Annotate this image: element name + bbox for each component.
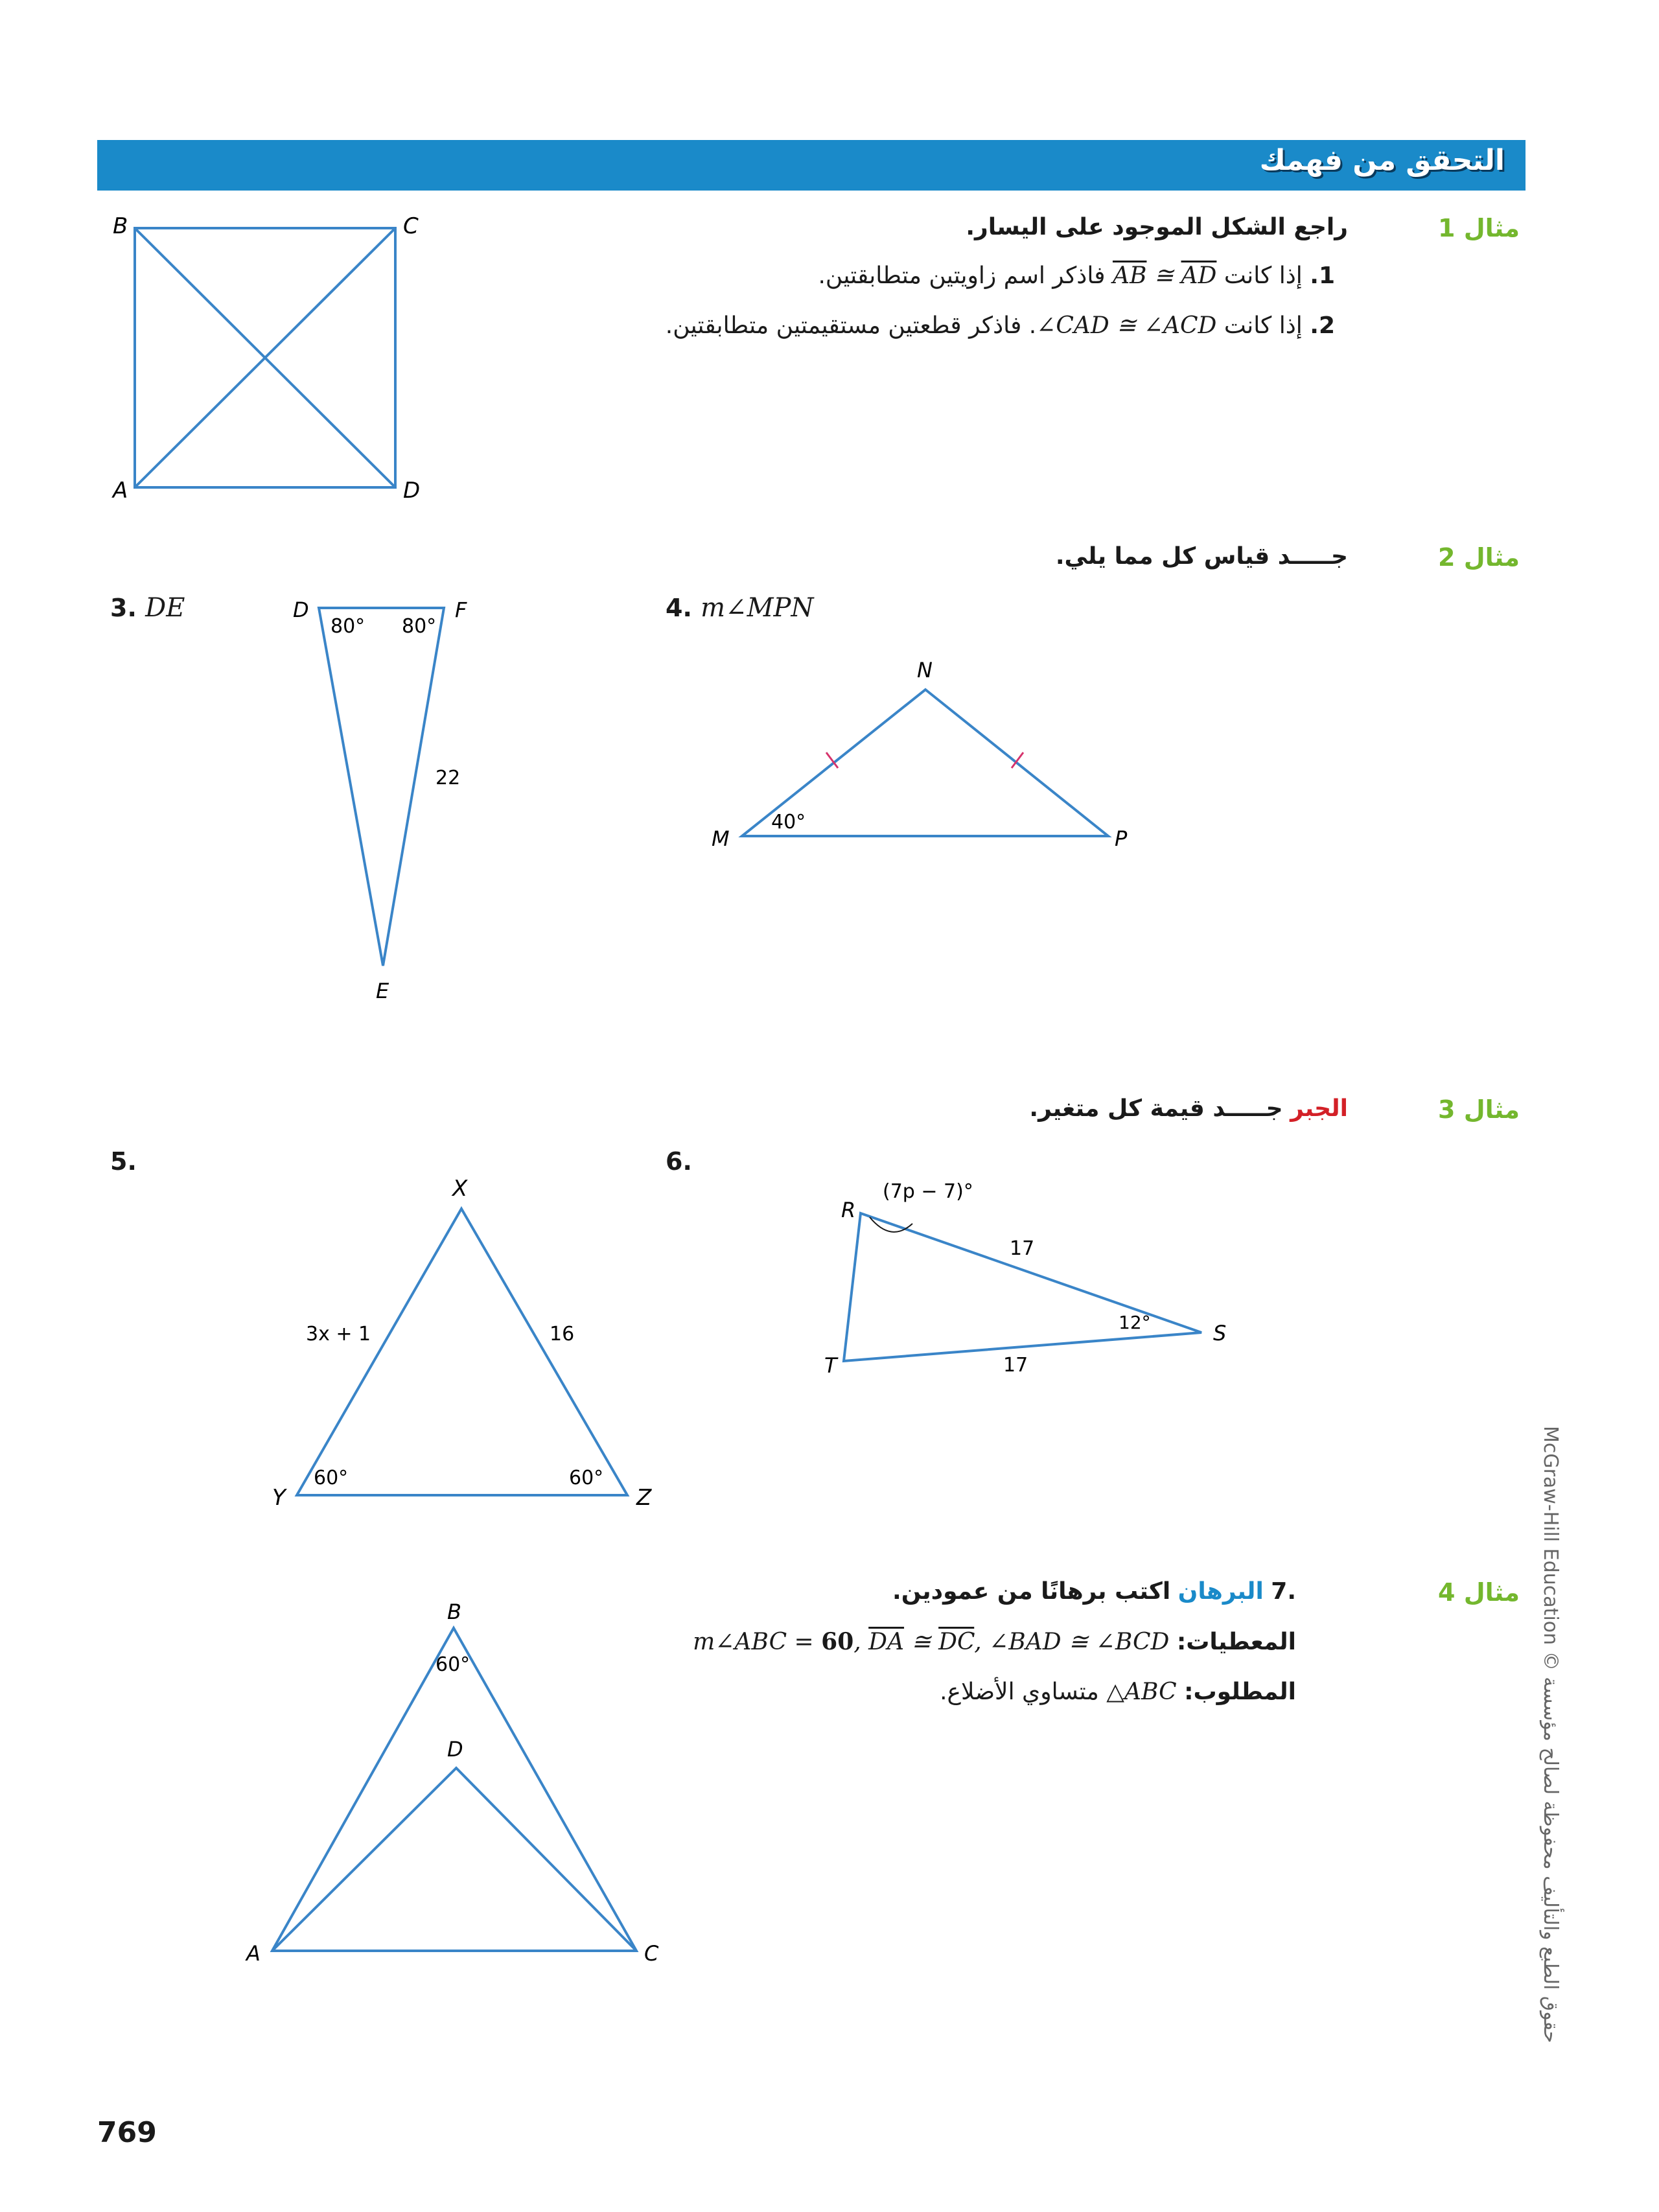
triangle-xyz	[297, 1209, 627, 1495]
triangle-abc	[272, 1628, 636, 1951]
label-p: P	[1115, 826, 1128, 851]
label-b: B	[113, 213, 128, 239]
example-3-label: مثال 3	[1438, 1095, 1520, 1124]
label-t: T	[824, 1353, 837, 1378]
label-r: R	[841, 1198, 856, 1222]
triangle-mnp-figure	[700, 648, 1141, 862]
copyright-text: McGraw-Hill Education © حقوق الطبع والتأليف محفوظة لصالح مؤسسة	[1539, 1426, 1562, 2043]
label-s: S	[1213, 1321, 1227, 1345]
triangle-def-figure	[279, 583, 486, 1011]
label-n: N	[917, 658, 933, 682]
example-1-label: مثال 1	[1438, 214, 1520, 242]
angle-b: 60°	[435, 1653, 470, 1676]
angle-d: 80°	[331, 615, 365, 638]
side-rs: 17	[1010, 1237, 1035, 1260]
triangle-rst-figure	[810, 1167, 1264, 1387]
example-1-instruction: راجع الشكل الموجود على اليسار.	[966, 214, 1348, 240]
label-c: C	[644, 1941, 659, 1966]
prove-line: المطلوب: △ABC متساوي الأضلاع.	[940, 1679, 1296, 1705]
question-3: 3. DE	[110, 593, 185, 623]
label-c: C	[403, 213, 419, 239]
label-d: D	[403, 478, 421, 504]
triangle-xyz-figure	[259, 1167, 674, 1517]
question-1: 1. إذا كانت $\overline{AB}$ ≅ $\overline{AD}$ فاذكر اسم زاويتين متطابقتين.	[818, 262, 1335, 289]
question-5: 5.	[110, 1147, 137, 1176]
label-d: D	[447, 1737, 463, 1762]
label-d: D	[293, 598, 309, 622]
label-z: Z	[636, 1485, 652, 1511]
label-e: E	[376, 979, 389, 1003]
copyright-sidebar	[1539, 1426, 1575, 2087]
given-line: المعطيات: m∠ABC = 60, $\overline{DA}$ ≅ $\overline{DC}$, ∠BAD ≅ ∠BCD	[693, 1628, 1296, 1655]
label-f: F	[455, 598, 467, 622]
label-a: A	[113, 478, 128, 504]
example-2-label: مثال 2	[1438, 543, 1520, 572]
side-xz: 16	[550, 1323, 575, 1345]
triangle-def	[319, 608, 444, 966]
angle-f: 80°	[402, 615, 437, 638]
question-2: 2. إذا كانت ∠CAD ≅ ∠ACD. فاذكر قطعتين مستقيمتين متطابقتين.	[665, 312, 1335, 339]
angle-z: 60°	[569, 1467, 604, 1489]
side-xy: 3x + 1	[306, 1323, 371, 1345]
example-3-instruction: الجبر جـــــد قيمة كل متغير.	[1029, 1095, 1348, 1122]
page-number: 769	[97, 2116, 157, 2149]
angle-y: 60°	[314, 1467, 349, 1489]
triangle-rst	[844, 1213, 1201, 1361]
angle-m: 40°	[771, 811, 806, 833]
question-7: .7 البرهان اكتب برهانًا من عمودين.	[892, 1578, 1296, 1605]
example-2-instruction: جـــــد قياس كل مما يلي.	[1055, 543, 1348, 570]
square-figure	[97, 207, 434, 506]
inner-triangle-adc	[272, 1768, 636, 1951]
question-6: 6.	[666, 1147, 692, 1176]
label-a: A	[246, 1941, 261, 1966]
label-y: Y	[272, 1485, 286, 1511]
example-4-label: مثال 4	[1438, 1578, 1520, 1607]
side-fe: 22	[435, 767, 461, 789]
question-4: 4. m∠MPN	[666, 593, 814, 623]
label-m: M	[712, 826, 730, 851]
triangle-abc-figure	[233, 1594, 674, 1970]
banner-title: التحقق من فهمك	[1259, 144, 1505, 177]
label-x: X	[452, 1176, 468, 1202]
angle-r: (7p − 7)°	[883, 1180, 973, 1203]
side-ts: 17	[1003, 1354, 1028, 1377]
angle-s: 12°	[1119, 1312, 1151, 1333]
label-b: B	[447, 1600, 461, 1624]
section-banner	[97, 140, 1526, 191]
